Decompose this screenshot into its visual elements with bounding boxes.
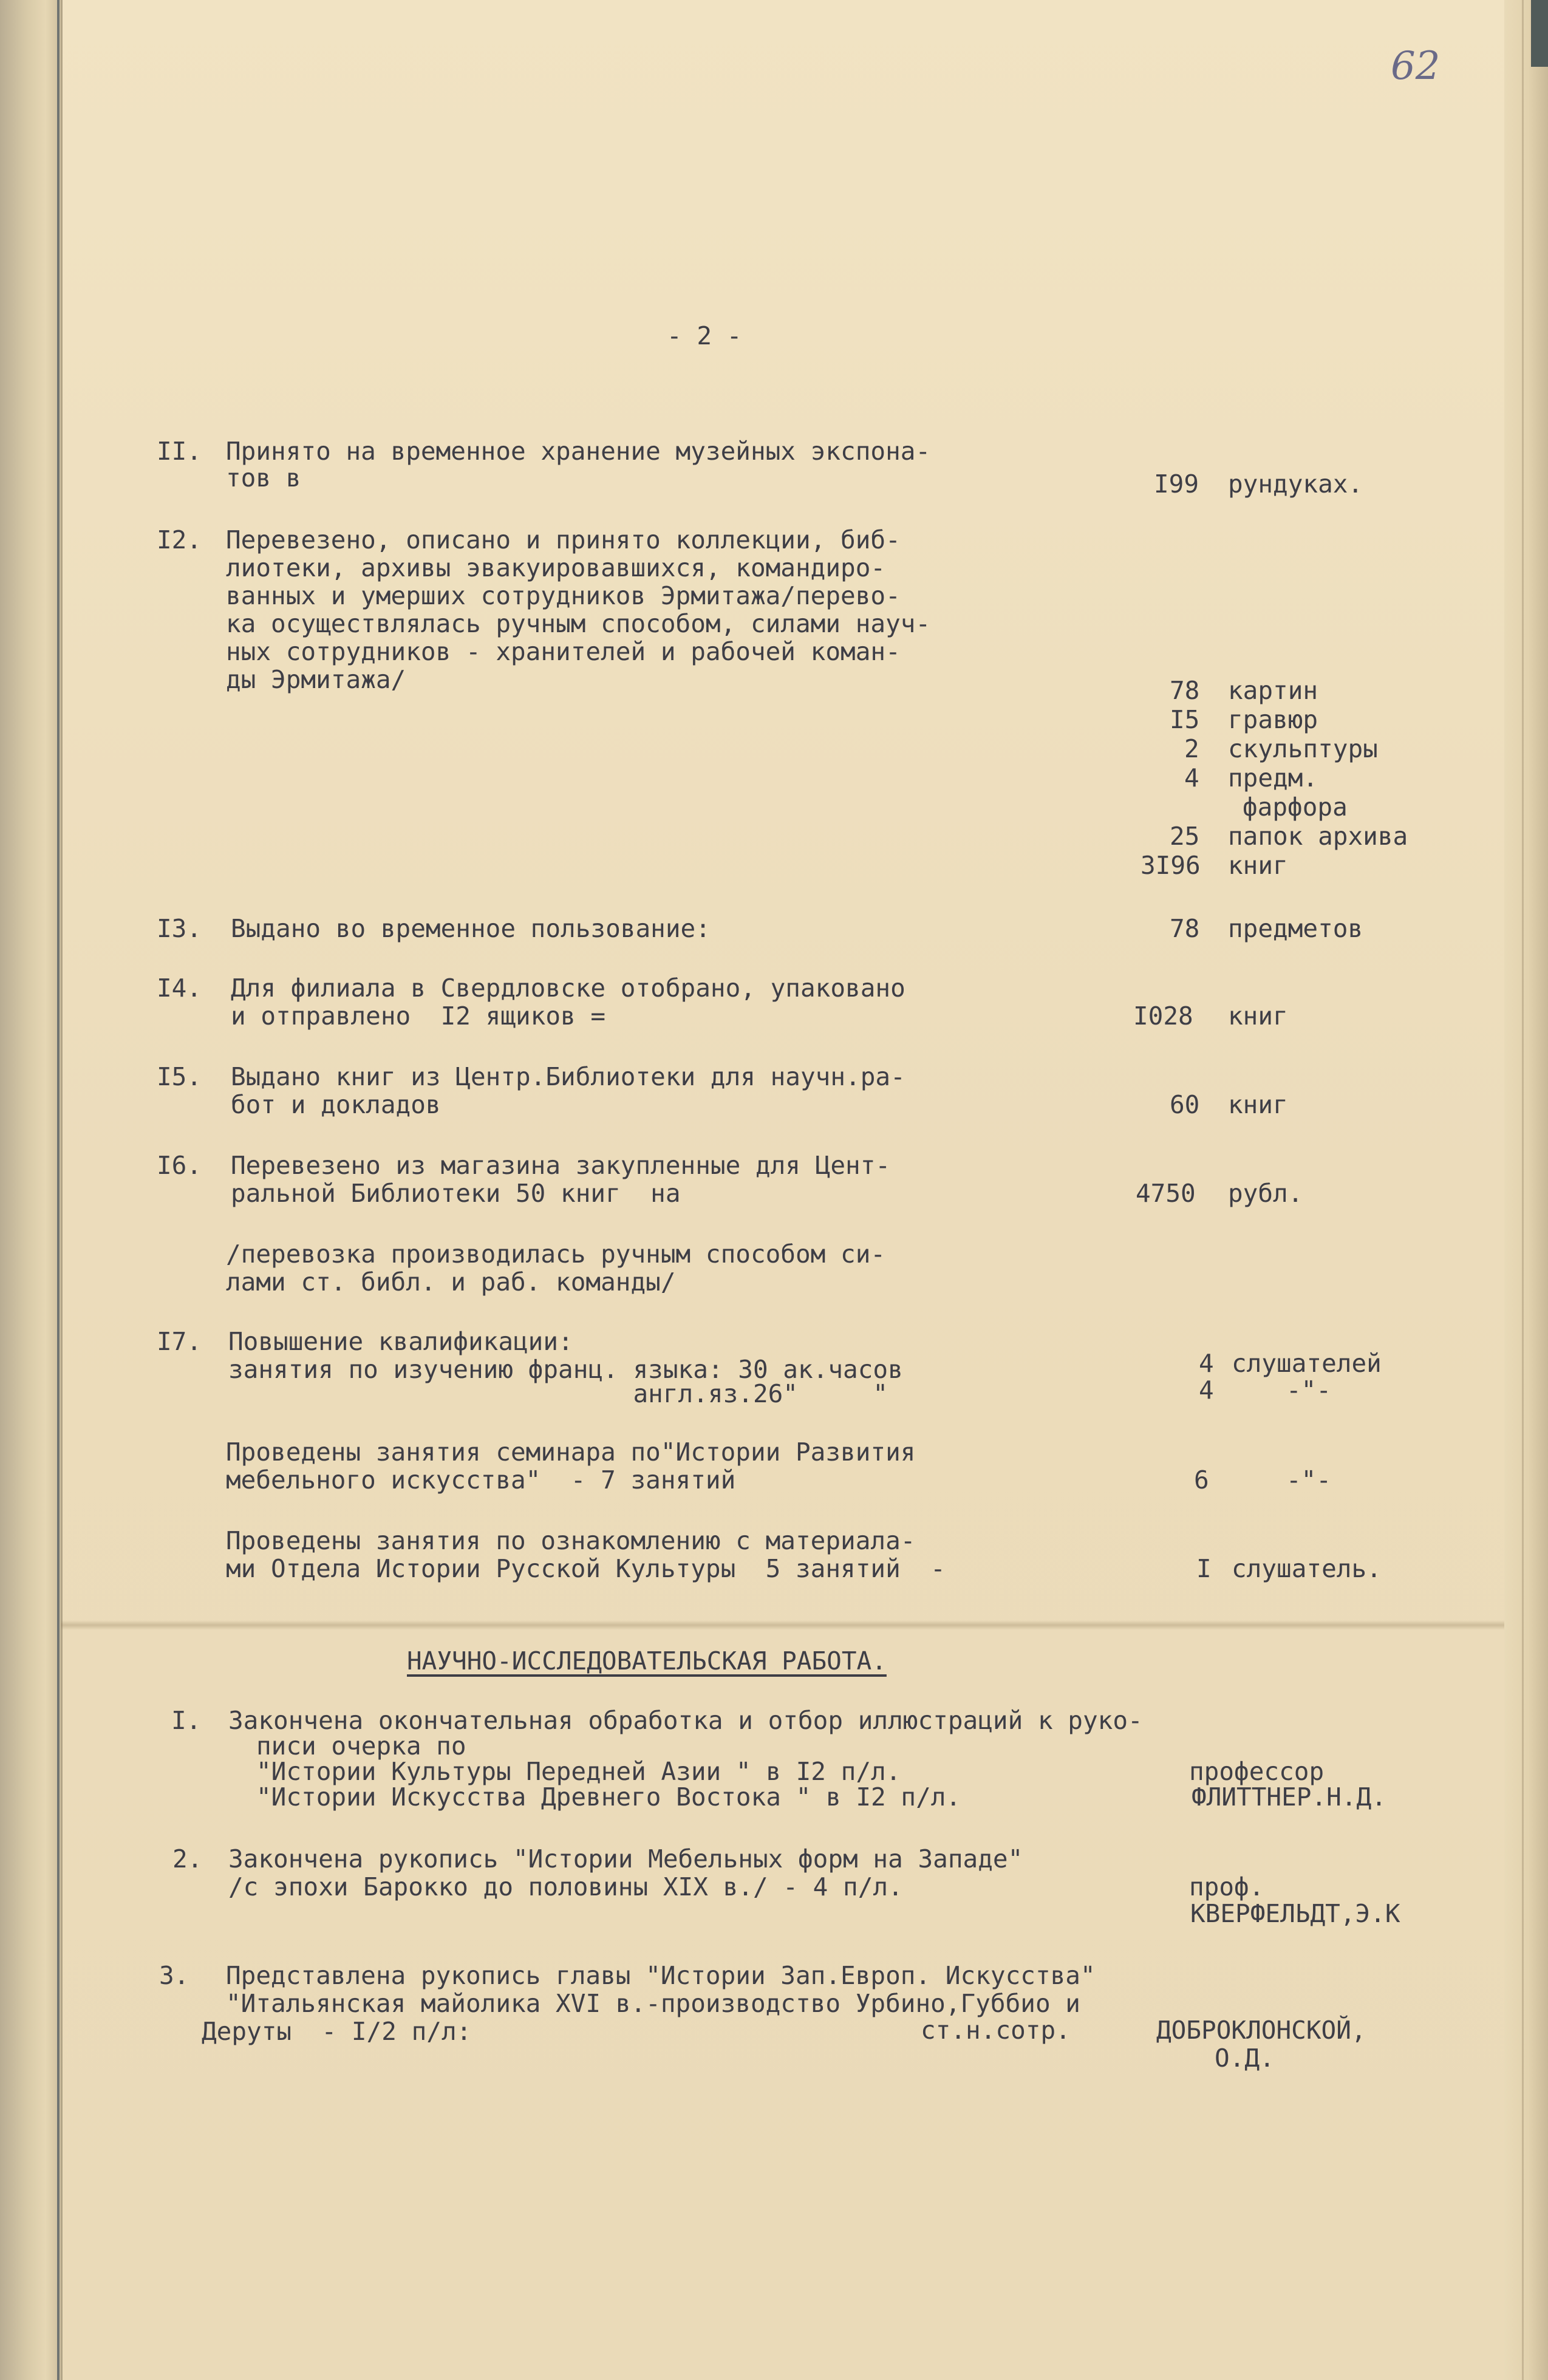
item-qty: 78 [1170,914,1200,943]
item-unit: книг [1228,1001,1288,1031]
russian-culture-line: Проведены занятия по ознакомлению с материала- [226,1526,916,1555]
research-line: Деруты - I/2 п/л: [202,2017,472,2046]
research-author: ФЛИТТНЕР.Н.Д. [1192,1782,1386,1812]
research-number: I. [171,1706,202,1735]
item-line: ванных и умерших сотрудников Эрмитажа/перево- [226,581,901,610]
item-unit: -"- [1286,1465,1332,1495]
item-row: англ.яз.26" " [228,1379,888,1408]
item-unit: -"- [1286,1376,1332,1405]
item-line: Перевезено из магазина закупленные для Цент- [231,1151,891,1180]
item-qty: I5 [1170,705,1200,734]
section-heading: НАУЧНО-ИССЛЕДОВАТЕЛЬСКАЯ РАБОТА. [407,1646,887,1676]
research-line: Закончена рукопись "Истории Мебельных форм на Западе" [228,1844,1023,1874]
item-note: лами ст. библ. и раб. команды/ [226,1267,676,1297]
item-line: Принято на временное хранение музейных экспона- [226,437,931,466]
item-unit: картин [1228,676,1318,705]
research-author: проф. [1189,1872,1264,1901]
binding-spine [0,0,63,2380]
item-qty: I99 [1154,469,1199,499]
page-number-handwritten: 62 [1391,44,1441,89]
item-qty: 78 [1170,676,1200,705]
item-unit: предметов [1228,914,1363,943]
item-unit: предм. [1228,763,1318,793]
item-qty: 4750 [1136,1179,1196,1208]
item-number: I2. [157,525,202,554]
seminar-line: Проведены занятия семинара по"Истории Развития [226,1437,916,1467]
item-qty: 4 [1199,1376,1214,1405]
research-line: "Истории Культуры Передней Азии " в I2 п/л. [256,1757,931,1786]
item-note: /перевозка производилась ручным способом си- [226,1239,886,1269]
item-qty: 6 [1194,1465,1209,1495]
page-header: - 2 - [667,321,742,350]
item-unit: рундуках. [1228,469,1363,499]
item-unit: слушатель. [1232,1554,1382,1583]
item-qty: 3I96 [1141,851,1201,880]
item-unit: фарфора [1243,793,1348,822]
item-line: ных сотрудников - хранителей и рабочей коман- [226,637,901,666]
research-line: /с эпохи Барокко до половины XIX в./ - 4 п/л. [228,1872,903,1901]
item-qty: 2 [1184,734,1199,763]
item-line: лиотеки, архивы эвакуировавшихся, командиро- [226,553,886,582]
item-qty: 4 [1184,763,1199,793]
item-unit: гравюр [1228,705,1318,734]
item-line: Выдано во временное пользование: [231,914,711,943]
page-right-edge [1504,0,1548,2380]
item-unit: папок архива [1228,822,1408,851]
item-qty: 25 [1170,822,1200,851]
seminar-line: мебельного искусства" - 7 занятий [226,1465,736,1495]
research-line: Представлена рукопись главы "Истории Зап.Европ. Искусства" [226,1961,1096,1990]
item-unit: слушателей [1232,1349,1382,1378]
russian-culture-line: ми Отдела Истории Русской Культуры 5 занятий - [226,1554,946,1583]
item-row: занятия по изучению франц. языка: 30 ак.часов [228,1355,903,1384]
item-qty: I028 [1133,1001,1193,1031]
item-number: I5. [157,1062,202,1091]
item-unit: рубл. [1228,1179,1303,1208]
item-line: Выдано книг из Центр.Библиотеки для научн.ра- [231,1062,905,1091]
research-line: писи очерка по [256,1731,466,1761]
item-line: бот и докладов [231,1090,441,1119]
research-line: "Истории Искусства Древнего Востока " в I2 п/л. [256,1782,961,1812]
item-line: ка осуществлялась ручным способом, силами науч- [226,609,931,638]
item-number: I4. [157,973,202,1003]
item-line: ральной Библиотеки 50 книг на [231,1179,681,1208]
research-author: ДОБРОКЛОНСКОЙ, [1156,2016,1366,2045]
research-line: "Итальянская майолика XVI в.-производство Урбино,Губбио и [226,1989,1080,2018]
item-number: I3. [157,914,202,943]
research-rank: ст.н.сотр. [921,2016,1071,2045]
item-unit: скульптуры [1228,734,1378,763]
item-qty: 4 [1199,1349,1214,1378]
research-line: Закончена окончательная обработка и отбор иллюстраций к руко- [228,1706,1143,1735]
research-number: 3. [159,1961,189,1990]
item-qty: I [1196,1554,1212,1583]
background-strip [1531,0,1548,67]
binding-edge-line [57,0,60,2380]
research-number: 2. [172,1844,203,1874]
research-author: профессор [1189,1757,1325,1786]
item-number: II. [157,437,202,466]
item-number: I7. [157,1327,202,1356]
item-line: и отправлено I2 ящиков = [231,1001,606,1031]
page-edge-line [1522,0,1524,2380]
research-author: О.Д. [1215,2044,1275,2073]
item-number: I6. [157,1151,202,1180]
item-line: Повышение квалификации: [228,1327,573,1356]
paper-fold [61,1620,1504,1630]
item-line: тов в [226,463,301,493]
item-line: Перевезено, описано и принято коллекции, биб- [226,525,901,554]
item-unit: книг [1228,1090,1288,1119]
item-unit: книг [1228,851,1288,880]
item-line: ды Эрмитажа/ [226,665,406,694]
item-line: Для филиала в Свердловске отобрано, упаковано [231,973,905,1003]
research-author: КВЕРФЕЛЬДТ,Э.К [1190,1899,1400,1928]
item-qty: 60 [1170,1090,1200,1119]
